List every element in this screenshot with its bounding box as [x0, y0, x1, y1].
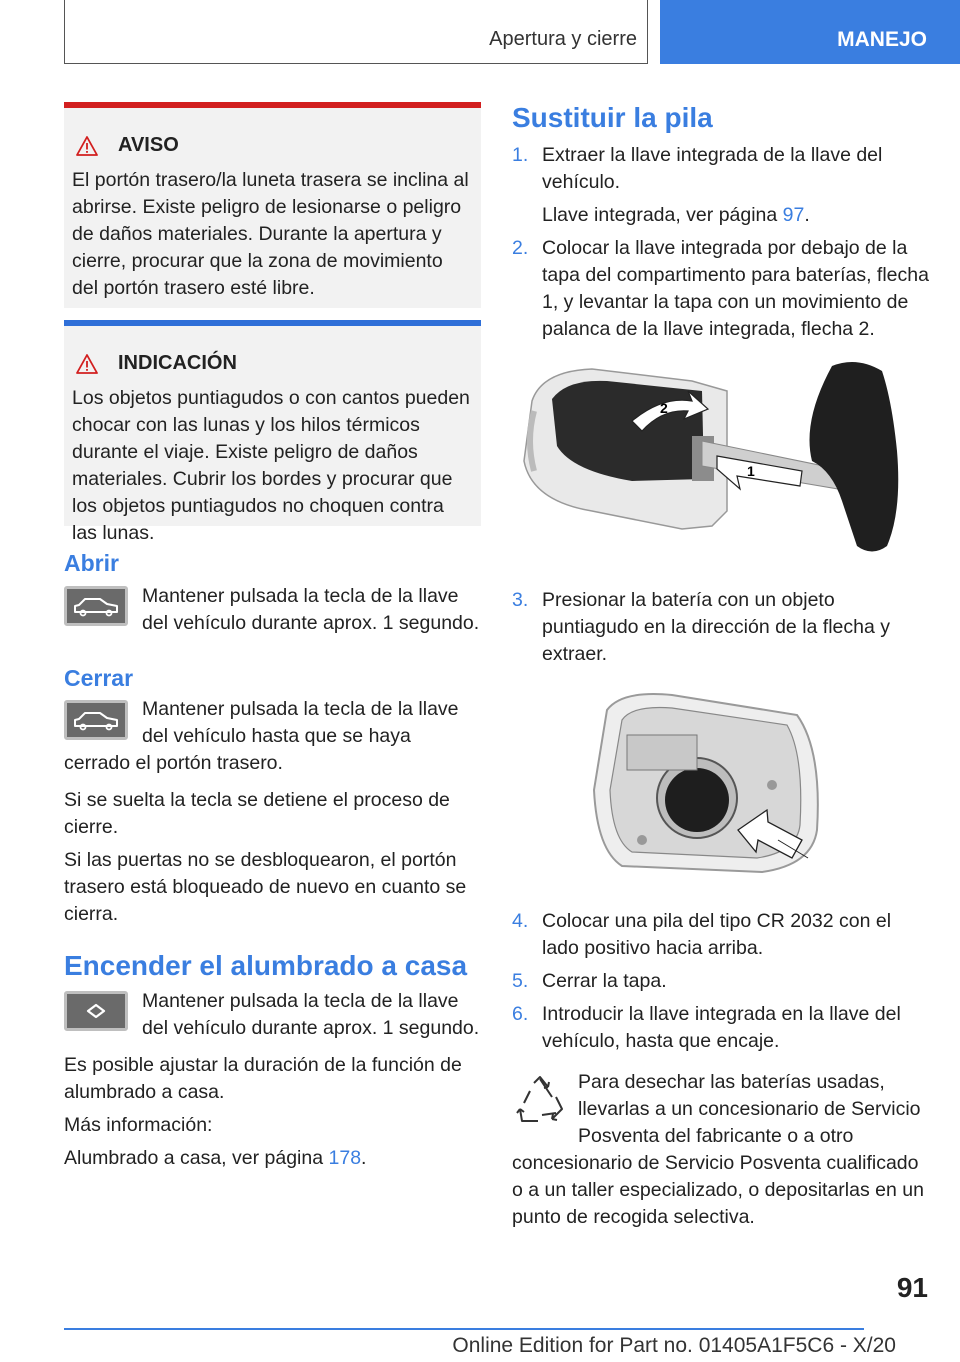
- cerrar-p1: Si se suelta la tecla se detiene el proceso de cierre.: [64, 789, 450, 838]
- indicacion-title: INDICACIÓN: [118, 352, 237, 374]
- cerrar-p2: Si las puertas no se desbloquearon, el portón trasero está bloqueado de nuevo en cuanto se cierra.: [64, 849, 467, 925]
- step-text: Cerrar la tapa.: [542, 970, 667, 992]
- indicacion-title-row: [76, 352, 473, 375]
- step-text: Extraer la llave integrada de la llave del vehículo.: [542, 144, 883, 193]
- abrir-text: Mantener pulsada la tecla de la llave del vehículo durante aprox. 1 segundo.: [142, 585, 480, 634]
- step-3: [512, 587, 932, 668]
- trunk-key-button-icon: [64, 586, 128, 626]
- step-text: Presionar la batería con un objeto puntiagudo en la dirección de la flecha y extraer.: [542, 589, 890, 665]
- warning-icon: [76, 136, 98, 156]
- step-number: 6.: [512, 1003, 529, 1025]
- abrir-row: [64, 583, 481, 637]
- warning-icon: [76, 354, 98, 374]
- abrir-heading: Abrir: [64, 550, 119, 576]
- alumbrado-row: [64, 988, 481, 1042]
- alumbrado-p3: [64, 1145, 481, 1172]
- aviso-text: El portón trasero/la luneta trasera se inclina al abrirse. Existe peligro de lesionarse o peligro de daños materiales. Durante la apertura y cierre, procurar que la zona de movimiento del portón trasero esté libre.: [72, 169, 469, 299]
- step-number: 3.: [512, 589, 529, 611]
- indicacion-box: [64, 320, 481, 544]
- step-text: Colocar una pila del tipo CR 2032 con el lado positivo hacia arriba.: [542, 910, 892, 959]
- recycle-icon: [512, 1073, 568, 1129]
- cerrar-text: Mantener pulsada la tecla de la llave del vehículo hasta que se haya cerrado el portón trasero.: [64, 698, 459, 774]
- alumbrado-text: Mantener pulsada la tecla de la llave del vehículo durante aprox. 1 segundo.: [142, 990, 480, 1039]
- page-number: 91: [896, 1272, 928, 1303]
- step-number: 1.: [512, 144, 529, 166]
- header-chapter-label: MANEJO: [837, 28, 927, 51]
- cerrar-heading: Cerrar: [64, 665, 134, 691]
- battery-compartment-image: [512, 690, 932, 890]
- recycle-note: [512, 1069, 932, 1231]
- step-number: 4.: [512, 910, 529, 932]
- battery-illustration: [512, 690, 932, 902]
- header-section-title: Apertura y cierre: [489, 28, 637, 50]
- step-number: 2.: [512, 237, 529, 259]
- key-lever-illustration: [512, 361, 932, 581]
- arrow-2-label: 2: [660, 400, 668, 416]
- alumbrado-heading: Encender el alumbrado a casa: [64, 950, 468, 981]
- step-text: Introducir la llave integrada en la llave del vehículo, hasta que encaje.: [542, 1003, 901, 1052]
- key-lever-image: [512, 361, 932, 571]
- step-1-sub-suffix: .: [804, 204, 810, 226]
- page-178-link[interactable]: 178: [328, 1147, 362, 1169]
- right-column: [512, 102, 932, 1231]
- step-6: [512, 1001, 932, 1055]
- footer-divider: [64, 1328, 864, 1330]
- indicacion-text: Los objetos puntiagudos o con cantos pueden chocar con las lunas y los hilos térmicos durante el viaje. Existe peligro de daños materiales. Cubrir los bordes y procurar que los objetos puntiagudos no choquen contra las lunas.: [72, 387, 470, 544]
- step-1: [512, 142, 932, 229]
- alumbrado-p1: Es posible ajustar la duración de la función de alumbrado a casa.: [64, 1054, 462, 1103]
- aviso-title: AVISO: [118, 134, 179, 156]
- alumbrado-p3-suffix: .: [361, 1147, 367, 1169]
- trunk-key-button-icon: [64, 700, 128, 740]
- cerrar-row: [64, 696, 481, 777]
- sustituir-heading: Sustituir la pila: [512, 102, 713, 133]
- recycle-text: Para desechar las baterías usadas, llevarlas a un concesionario de Servicio Posventa del fabricante o a otro concesionario de Servicio Posventa cualificado o a un taller especializado, o depositarlas en un punto de recogida selectiva.: [512, 1071, 924, 1228]
- home-lights-key-button-icon: [64, 991, 128, 1031]
- step-number: 5.: [512, 970, 529, 992]
- alumbrado-p3-prefix: Alumbrado a casa, ver página: [64, 1147, 329, 1169]
- footer-edition: Online Edition for Part no. 01405A1F5C6 - X/20: [452, 1334, 896, 1357]
- step-2: [512, 235, 932, 343]
- step-1-sub: [542, 202, 932, 229]
- step-5: [512, 968, 932, 995]
- header-chapter-tab[interactable]: [660, 0, 960, 64]
- arrow-1-label: 1: [747, 463, 755, 479]
- left-column: [64, 102, 481, 1172]
- aviso-box: [64, 102, 481, 308]
- page-97-link[interactable]: 97: [782, 204, 805, 226]
- aviso-title-row: [76, 134, 473, 157]
- alumbrado-p2: Más información:: [64, 1114, 213, 1136]
- step-4: [512, 908, 932, 962]
- step-1-sub-prefix: Llave integrada, ver página: [542, 204, 783, 226]
- step-text: Colocar la llave integrada por debajo de la tapa del compartimento para baterías, flecha 1, y levantar la tapa con un movimiento de palanca de la llave integrada, flecha 2.: [542, 237, 929, 340]
